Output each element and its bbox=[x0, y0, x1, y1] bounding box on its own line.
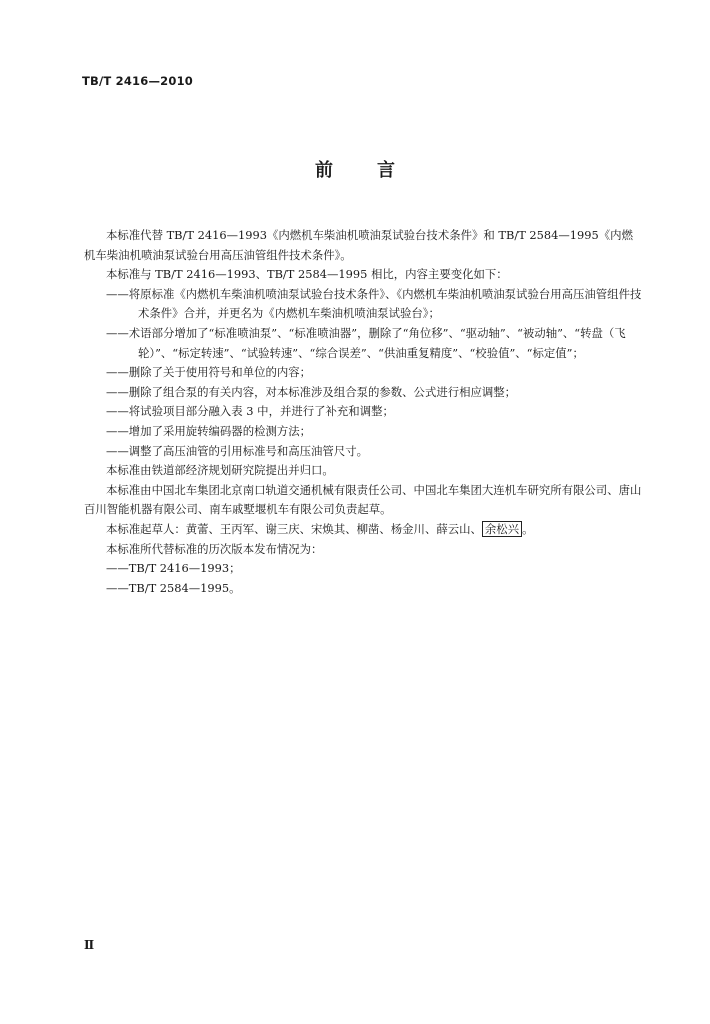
history-item-2416: ——TB/T 2416—1993； bbox=[106, 561, 241, 576]
drafters-end: 。 bbox=[522, 521, 534, 536]
paragraph-drafters bbox=[84, 520, 644, 540]
paragraph-changes-intro: 本标准与 TB/T 2416—1993、TB/T 2584—1995 相比，内容主要变化如下： bbox=[106, 267, 508, 282]
page-number: Ⅱ bbox=[84, 938, 95, 952]
preface-body bbox=[84, 226, 644, 598]
paragraph-history-intro: 本标准所代替标准的历次版本发布情况为： bbox=[106, 541, 323, 556]
page-title bbox=[0, 156, 710, 182]
change-item-terms: ——术语部分增加了“标准喷油泵”、“标准喷油器”，删除了“角位移”、“驱动轴”、“被动轴”、“转盘（飞轮）”、“标定转速”、“试验转速”、“综合误差”、“供油重复精度”、“校验值”、“标定值”； bbox=[106, 325, 626, 360]
drafters-list: 本标准起草人：黄蕾、王丙军、谢三庆、宋焕其、柳凿、杨金川、薛云山、 bbox=[106, 521, 482, 536]
change-item-encoder: ——增加了采用旋转编码器的检测方法； bbox=[106, 423, 312, 438]
change-item-test-items: ——将试验项目部分融入表 3 中，并进行了补充和调整； bbox=[106, 404, 394, 419]
title-char-1: 前 bbox=[315, 160, 333, 181]
change-item-pipe: ——调整了高压油管的引用标准号和高压油管尺寸。 bbox=[106, 443, 368, 458]
change-item-symbols: ——删除了关于使用符号和单位的内容； bbox=[106, 365, 312, 380]
change-item-merge: ——将原标准《内燃机车柴油机喷油泵试验台技术条件》、《内燃机车柴油机喷油泵试验台用高压油管组件技术条件》合并，并更名为《内燃机车柴油机喷油泵试验台》； bbox=[106, 286, 642, 321]
drafter-boxed-name: 余松兴 bbox=[482, 521, 522, 537]
document-code: TB/T 2416—2010 bbox=[82, 74, 193, 88]
paragraph-replaces: 本标准代替 TB/T 2416—1993《内燃机车柴油机喷油泵试验台技术条件》和 TB/T 2584—1995《内燃机车柴油机喷油泵试验台用高压油管组件技术条件》。 bbox=[84, 228, 633, 262]
paragraph-proposer: 本标准由铁道部经济规划研究院提出并归口。 bbox=[106, 463, 334, 478]
title-char-2: 言 bbox=[377, 160, 395, 181]
history-item-2584: ——TB/T 2584—1995。 bbox=[106, 580, 241, 595]
paragraph-drafting-units: 本标准由中国北车集团北京南口轨道交通机械有限责任公司、中国北车集团大连机车研究所有限公司、唐山百川智能机器有限公司、南车戚墅堰机车有限公司负责起草。 bbox=[84, 482, 642, 517]
change-item-combination-pump: ——删除了组合泵的有关内容，对本标准涉及组合泵的参数、公式进行相应调整； bbox=[106, 384, 517, 399]
